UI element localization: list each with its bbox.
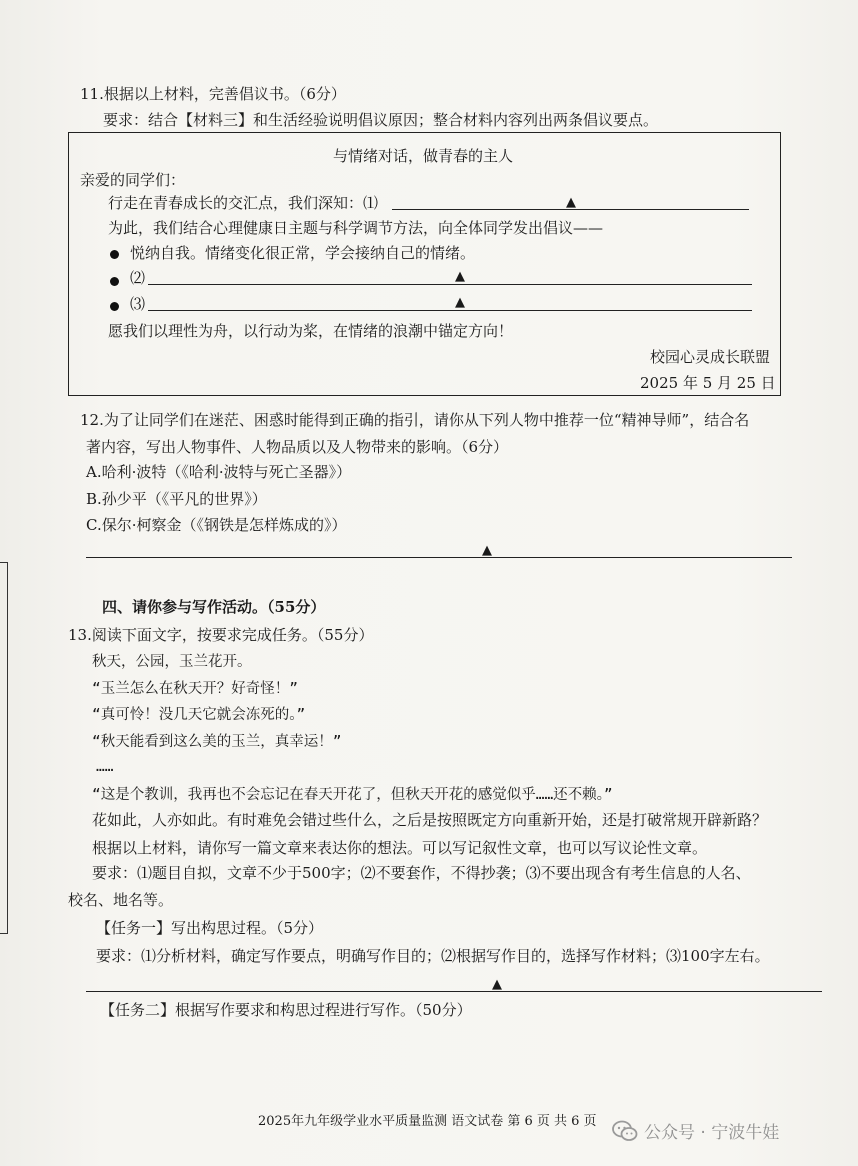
answer-blank-12[interactable] xyxy=(86,557,792,558)
option-b: B.孙少平（《平凡的世界》） xyxy=(86,490,267,508)
section-4-heading: 四、请你参与写作活动。（55分） xyxy=(102,598,326,616)
passage-line-5: …… xyxy=(96,759,114,775)
answer-blank-13[interactable] xyxy=(86,991,822,992)
passage-line-1: 秋天，公园，玉兰花开。 xyxy=(92,654,252,670)
question-13-para-2: 根据以上材料，请你写一篇文章来表达你的想法。可以写记叙性文章，也可以写议论性文章。 xyxy=(92,839,708,857)
question-13-requirement-2: 校名、地名等。 xyxy=(68,891,174,909)
question-13-requirement-1: 要求：⑴题目自拟，文章不少于500字；⑵不要套作，不得抄袭；⑶不要出现含有考生信息的人名、 xyxy=(92,864,751,882)
task-1-title: 【任务一】写出构思过程。（5分） xyxy=(96,919,324,937)
question-13-title: 13.阅读下面文字，按要求完成任务。（55分） xyxy=(68,626,374,644)
option-a: A.哈利·波特（《哈利·波特与死亡圣器》） xyxy=(86,463,352,481)
question-12-title-cont: 著内容，写出人物事件、人物品质以及人物带来的影响。（6分） xyxy=(86,438,509,456)
letter-date: 2025 年 5 月 25 日 xyxy=(640,374,776,392)
question-11-title: 11.根据以上材料，完善倡议书。（6分） xyxy=(80,85,346,103)
answer-blank-2[interactable] xyxy=(148,284,752,285)
blank-marker-1: ▲ xyxy=(566,195,576,210)
proposal-point-3-label: ⑶ xyxy=(130,295,146,313)
page-footer: 2025年九年级学业水平质量监测 语文试卷 第 6 页 共 6 页 xyxy=(258,1114,597,1129)
task-2-title: 【任务二】根据写作要求和构思过程进行写作。（50分） xyxy=(100,1001,472,1019)
margin-bracket xyxy=(0,562,8,934)
passage-line-2: “玉兰怎么在秋天开？好奇怪！” xyxy=(92,681,298,697)
letter-heading: 与情绪对话，做青春的主人 xyxy=(333,147,514,165)
wechat-icon xyxy=(612,1119,638,1143)
letter-paragraph-2: 为此，我们结合心理健康日主题与科学调节方法，向全体同学发出倡议—— xyxy=(108,219,604,237)
task-1-requirement: 要求：⑴分析材料，确定写作要点，明确写作目的；⑵根据写作目的，选择写作材料；⑶100字左右。 xyxy=(96,947,770,965)
wechat-watermark xyxy=(612,1118,779,1143)
letter-closing: 愿我们以理性为舟，以行动为桨，在情绪的浪潮中锚定方向！ xyxy=(108,322,514,340)
answer-blank-3[interactable] xyxy=(148,310,752,311)
bullet-dot-1 xyxy=(110,250,119,259)
blank-marker-13: ▲ xyxy=(492,977,502,992)
blank-marker-12: ▲ xyxy=(482,543,492,558)
question-11-requirement: 要求：结合【材料三】和生活经验说明倡议原因；整合材料内容列出两条倡议要点。 xyxy=(103,111,659,129)
option-c: C.保尔·柯察金（《钢铁是怎样炼成的》） xyxy=(86,516,347,534)
passage-line-3: “真可怜！没几天它就会冻死的。” xyxy=(92,707,306,723)
question-12-title: 12.为了让同学们在迷茫、困惑时能得到正确的指引，请你从下列人物中推荐一位“精神导师”，结合名 xyxy=(80,411,750,429)
blank-marker-3: ▲ xyxy=(455,295,465,310)
proposal-point-1: 悦纳自我。情绪变化很正常，学会接纳自己的情绪。 xyxy=(130,244,476,262)
bullet-dot-2 xyxy=(110,277,119,286)
letter-paragraph-1: 行走在青春成长的交汇点，我们深知：⑴ xyxy=(108,194,379,212)
letter-greeting: 亲爱的同学们： xyxy=(80,171,186,189)
bullet-dot-3 xyxy=(110,302,119,311)
passage-line-4: “秋天能看到这么美的玉兰，真幸运！” xyxy=(92,734,342,750)
blank-marker-2: ▲ xyxy=(455,269,465,284)
passage-line-6: “这是个教训，我再也不会忘记在春天开花了，但秋天开花的感觉似乎……还不赖。” xyxy=(92,787,613,803)
proposal-point-2-label: ⑵ xyxy=(130,269,146,287)
watermark-text: 公众号 · 宁波牛娃 xyxy=(644,1123,780,1143)
letter-signer: 校园心灵成长联盟 xyxy=(650,348,771,366)
question-13-para-1: 花如此，人亦如此。有时难免会错过些什么，之后是按照既定方向重新开始，还是打破常规开辟新路？ xyxy=(92,811,768,829)
